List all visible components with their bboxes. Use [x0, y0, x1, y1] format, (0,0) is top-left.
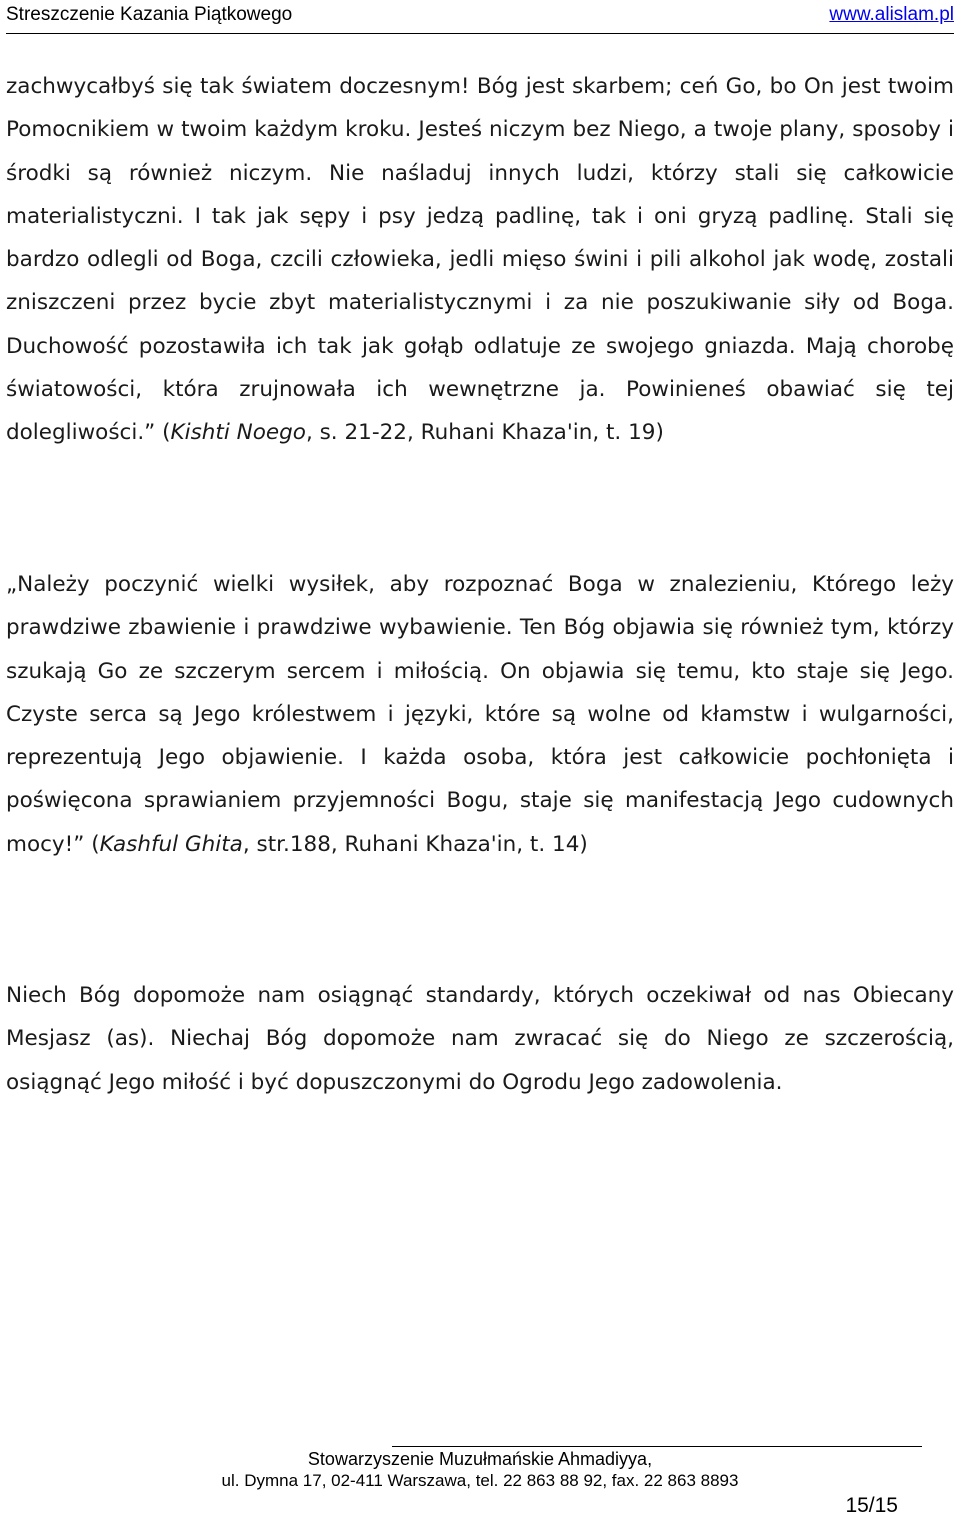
header-title: Streszczenie Kazania Piątkowego — [6, 4, 293, 25]
quote-1-source-title: Kishti Noego — [170, 420, 306, 446]
quote-2-citation: , str.188, Ruhani Khaza'in, t. 14) — [242, 831, 588, 857]
quote-1-text: zachwycałbyś się tak światem doczesnym! Bóg jest skarbem; ceń Go, bo On jest twoim Pomocnikiem w twoim każdym kroku. Jesteś niczym bez Niego, a twoje plany, sposoby i środki są również niczym. Nie naśladuj innych ludzi, którzy stali się całkowicie materialistyczni. I tak jak sępy i psy jedzą padlinę, tak i oni gryzą padlinę. Stali się bardzo odlegli od Boga, czcili człowieka, jedli mięso świni i pili alkohol jak wodę, zostali zniszczeni przez bycie zbyt materialistycznymi i za nie poszukiwanie siły od Boga. Duchowość pozostawiła ich tak jak gołąb odlatuje ze swojego gniazda. Mają chorobę światowości, która zrujnowała ich wewnętrzne ja. Powinieneś obawiać się tej dolegliwości.” ( — [6, 74, 954, 446]
closing-paragraph: Niech Bóg dopomoże nam osiągnąć standardy, których oczekiwał od nas Obiecany Mesjasz (as). Niechaj Bóg dopomoże nam zwracać się do Niego ze szczerością, osiągnąć Jego miłość i być dopuszczonymi do Ogrodu Jego zadowolenia. — [6, 983, 954, 1095]
footer-divider — [392, 1446, 922, 1447]
header-divider — [6, 33, 954, 34]
website-link[interactable]: www.alislam.pl — [829, 4, 954, 25]
quote-2-text: „Należy poczynić wielki wysiłek, aby rozpoznać Boga w znalezieniu, Którego leży prawdziwe zbawienie i prawdziwe wybawienie. Ten Bóg objawia się również tym, którzy szukają Go ze szczerym sercem i miłością. On objawia się temu, kto staje się Jego. Czyste serca są Jego królestwem i języki, które są wolne od kłamstw i wulgarności, reprezentują Jego objawienie. I każda osoba, która jest całkowicie pochłonięta i poświęcona sprawianiem przyjemności Bogu, staje się manifestacją Jego cudownych mocy!” ( — [6, 572, 954, 857]
page-header — [6, 4, 954, 30]
footer-address: ul. Dymna 17, 02-411 Warszawa, tel. 22 863 88 92, fax. 22 863 8893 — [221, 1471, 739, 1490]
quote-paragraph-2 — [6, 563, 954, 866]
footer-organization: Stowarzyszenie Muzułmańskie Ahmadiyya, — [307, 1449, 653, 1469]
quote-2-source-title: Kashful Ghita — [99, 831, 243, 857]
quote-1-citation: , s. 21-22, Ruhani Khaza'in, t. 19) — [305, 420, 664, 446]
page-number: 15/15 — [845, 1494, 898, 1517]
quote-paragraph-1 — [6, 65, 954, 455]
